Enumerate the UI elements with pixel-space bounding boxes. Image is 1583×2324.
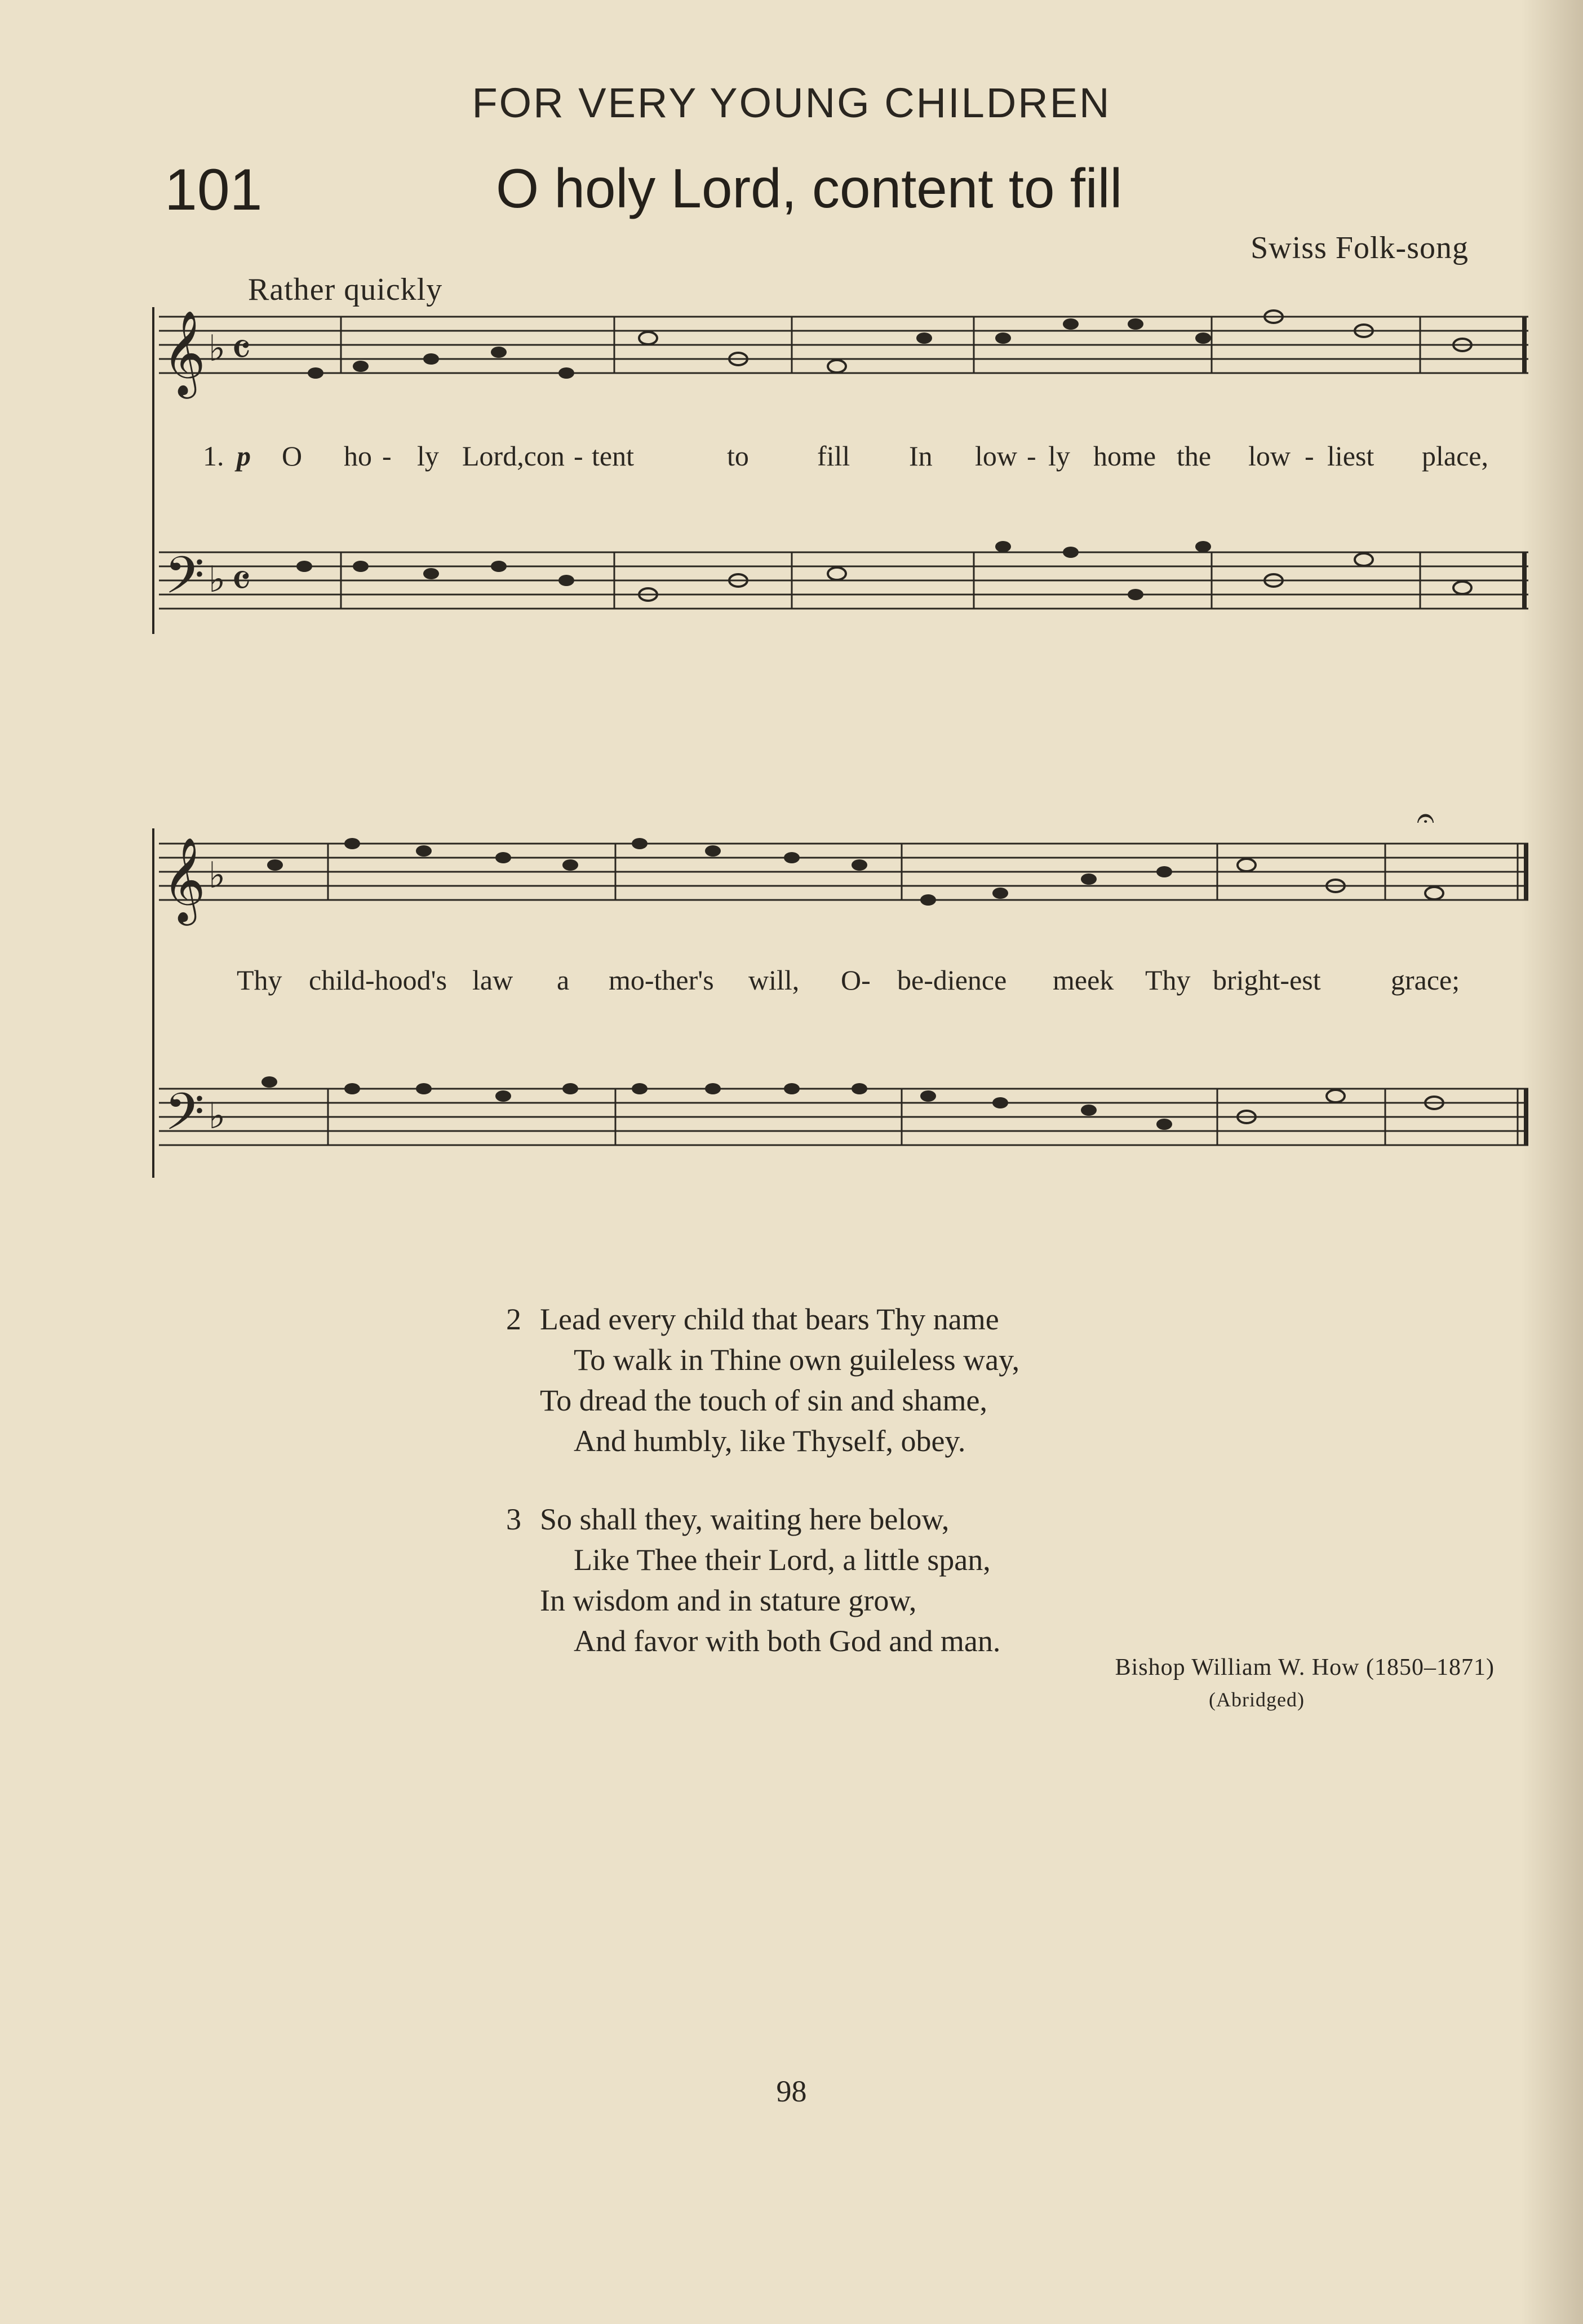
abridged-note: (Abridged) — [1209, 1688, 1305, 1711]
lyric-syllable: Thy — [1145, 964, 1191, 996]
bass-clef-icon: 𝄢 — [165, 545, 205, 618]
hymn-title: O holy Lord, content to fill — [496, 157, 1123, 219]
verse-line: To dread the touch of sin and shame, — [540, 1383, 987, 1417]
system-2-bass-staff — [159, 1089, 1528, 1145]
lyric-syllable: a — [557, 964, 570, 996]
lyric-syllable: place, — [1422, 440, 1488, 472]
section-header: FOR VERY YOUNG CHILDREN — [472, 79, 1111, 126]
lyric-syllable: low — [1248, 440, 1291, 472]
verse-line: And favor with both God and man. — [574, 1624, 1001, 1658]
lyric-syllable: ly — [417, 440, 439, 472]
lyric-syllable: liest — [1327, 440, 1374, 472]
lyric-syllable: child-hood's — [309, 964, 447, 996]
system-2-treble-staff — [159, 844, 1528, 900]
lyric-hyphen: - — [1305, 440, 1314, 472]
verse-number: 3 — [506, 1502, 521, 1536]
tempo-marking: Rather quickly — [248, 272, 443, 307]
lyric-syllable: Thy — [237, 964, 282, 996]
common-time-icon: 𝄴 — [231, 323, 251, 376]
lyric-syllable: ho — [344, 440, 372, 472]
key-flat-icon: ♭ — [209, 1096, 226, 1137]
key-flat-icon: ♭ — [209, 559, 226, 601]
verse-number: 2 — [506, 1302, 521, 1336]
key-flat-icon: ♭ — [209, 855, 226, 897]
lyric-hyphen: - — [1027, 440, 1036, 472]
key-flat-icon: ♭ — [209, 328, 226, 370]
lyric-syllable: O- — [841, 964, 871, 996]
lyric-syllable: tent — [592, 440, 634, 472]
lyric-syllable: meek — [1053, 964, 1114, 996]
system-2 — [153, 828, 1528, 1178]
lyric-syllable: law — [472, 964, 513, 996]
treble-clef-icon: 𝄞 — [162, 309, 206, 395]
lyric-syllable: will, — [748, 964, 800, 996]
dynamic-marking: p — [237, 440, 251, 472]
lyric-hyphen: - — [382, 440, 392, 472]
hymn-number: 101 — [165, 157, 263, 223]
lyric-syllable: 1. — [203, 440, 224, 472]
lyric-syllable: grace; — [1391, 964, 1460, 996]
bass-clef-icon: 𝄢 — [165, 1082, 205, 1154]
verse-line: And humbly, like Thyself, obey. — [574, 1424, 966, 1458]
system-1-bass-staff — [159, 552, 1528, 609]
lyric-syllable: low — [975, 440, 1017, 472]
lyric-syllable: Lord,con — [462, 440, 565, 472]
fermata-icon: 𝄐 — [1417, 800, 1435, 836]
verse-line: To walk in Thine own guileless way, — [574, 1343, 1020, 1377]
lyric-hyphen: - — [574, 440, 583, 472]
lyric-syllable: bright-est — [1213, 964, 1321, 996]
lyric-syllable: mo-ther's — [609, 964, 714, 996]
lyric-syllable: In — [909, 440, 933, 472]
lyric-syllable: be-dience — [897, 964, 1007, 996]
verse-line: Lead every child that bears Thy name — [540, 1302, 999, 1336]
lyric-syllable: home — [1093, 440, 1156, 472]
lyric-syllable: O — [282, 440, 303, 472]
author-credit: Bishop William W. How (1850–1871) — [1115, 1655, 1495, 1680]
page-number: 98 — [776, 2074, 807, 2108]
lyric-syllable: to — [727, 440, 749, 472]
verse-line: So shall they, waiting here below, — [540, 1502, 950, 1536]
lyric-syllable: ly — [1048, 440, 1070, 472]
verse-line: Like Thee their Lord, a little span, — [574, 1543, 991, 1577]
common-time-icon: 𝄴 — [231, 555, 251, 607]
lyric-syllable: the — [1177, 440, 1212, 472]
verse-line: In wisdom and in stature grow, — [540, 1584, 917, 1617]
lyric-syllable: fill — [817, 440, 850, 472]
treble-clef-icon: 𝄞 — [162, 836, 206, 922]
composer-credit: Swiss Folk-song — [1251, 230, 1469, 265]
